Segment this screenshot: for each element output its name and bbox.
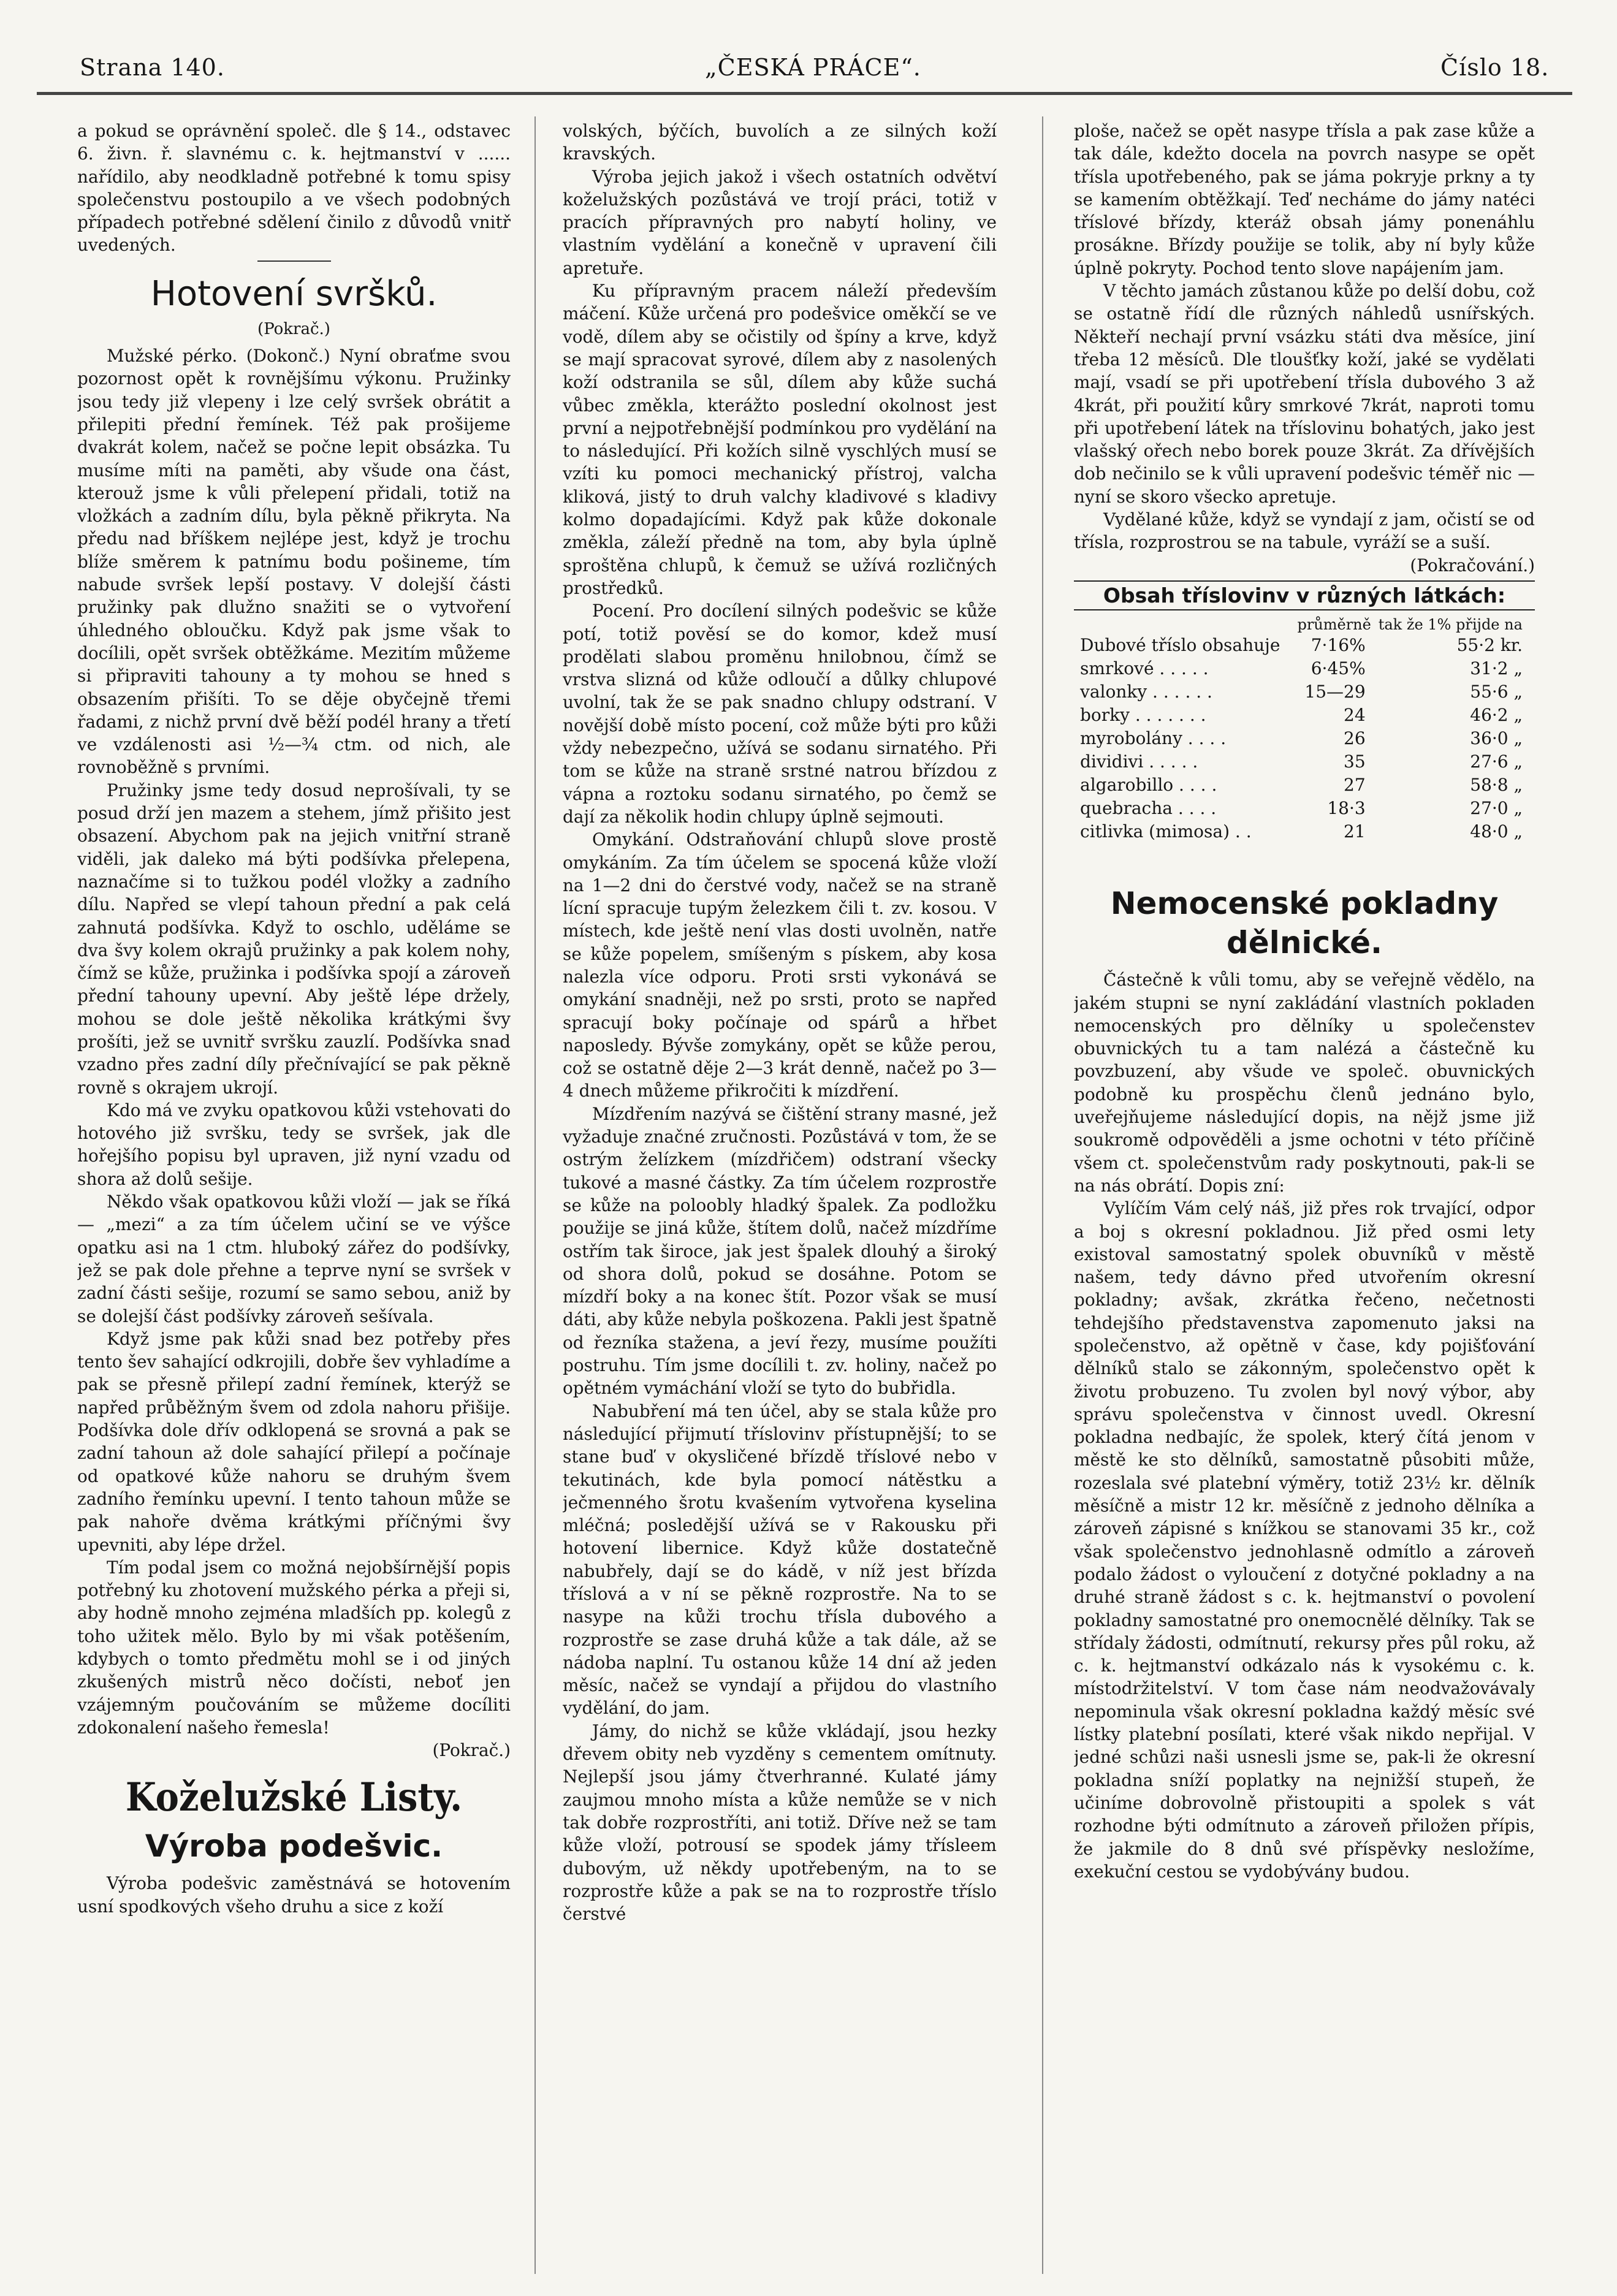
paragraph: Výroba jejich jakož i všech ostatních odvětví koželužských pozůstává ve trojí práci, totiž v pracích přípravných pro nabytí holiny, ve vlastním vydělání a konečně v upravení čili apretuře. — [563, 166, 997, 278]
paragraph: Výroba podešvic zaměstnává se hotovením usní spodkových všeho druhu a sice z koží — [77, 1873, 511, 1917]
table-cell-name: quebracha . . . . — [1080, 798, 1217, 819]
column-divider — [1042, 116, 1043, 2274]
table-cell-yield: 31·2 „ — [1470, 658, 1523, 679]
paragraph: Částečně k vůli tomu, aby se veřejně vědělo, na jakém stupni se nyní zakládání vlastních pokladen nemocenských pro dělníky u společenstev obuvnických tu a tam nalézá a částečně ku povzbuzení, aby všude ve společ. obuvnických podobně ku prospěchu členů jednáno bylo, uveřejňujeme následující dopis, na nějž jsme již soukromě odpověděli a jsme ochotni v této příčině všem ct. společenstvům rady poskytnouti, pak-li se na nás obrátí. Dopis zní: — [1074, 970, 1535, 1196]
journal-title: „ČESKÁ PRÁCE“. — [705, 54, 921, 81]
header-rule — [37, 92, 1572, 95]
table-cell-name: valonky . . . . . . — [1080, 682, 1212, 702]
table-cell-yield: 46·2 „ — [1470, 705, 1523, 726]
table-cell-yield: 36·0 „ — [1470, 728, 1523, 749]
paragraph: Pocení. Pro docílení silných podešvic se kůže potí, totiž pověsí se do komor, kdež musí prodělati slabou proměnu hnilobnou, čímž se vrstva slizná od kůže odloučí a důlky chlupové uvolní, tak že se pak snadno chlupy odstraní. V novější době místo pocení, což může býti pro kůži vždy nebezpečno, užívá se sodanu sirnatého. Při tom se kůže na straně srstné natrou břízdou z vápna a roztoku sodanu sirnatého, po čemž se dají za několik hodin chlupy úplně sejmouti. — [563, 601, 997, 827]
table-row — [1074, 680, 1535, 704]
table-row — [1074, 797, 1535, 820]
column-2 — [563, 120, 997, 2265]
paragraph: Omykání. Odstraňování chlupů slove prostě omykáním. Za tím účelem se spocená kůže vloží na 1—2 dni do čerstvé vody, načež se na straně lícní spracuje tupým železkem čili t. zv. kosou. V místech, kde ještě není vlas dosti uvolněn, natře se kůže popelem, smíšeným s pískem, aby kosa nalezla více odporu. Proti srsti vykonává se omykání snadněji, než po srsti, proto se napřed spracují boky počínaje od spárů a hřbet naposledy. Bývše zomykány, opět se kůže perou, což se ostatně děje 2—3 krát denně, načež po 3—4 dnech můžeme přikročiti k mízdření. — [563, 829, 997, 1101]
table-cell-yield: 58·8 „ — [1470, 775, 1523, 796]
table-row — [1074, 820, 1535, 843]
column-1 — [77, 120, 511, 2265]
table-cell-avg: 15—29 — [1304, 682, 1366, 702]
paragraph: a pokud se oprávnění společ. dle § 14., odstavec 6. živn. ř. slavnému c. k. hejtmanství v ...... nařídilo, aby neodkladně potřebné k tomu spisy společenstvu postoupilo a ve všech podobných případech potřebné sdělení činilo z důvodů vnitř uvedených. — [77, 121, 511, 256]
page-header — [0, 0, 1617, 104]
subsection-heading: Výroba podešvic. — [145, 1828, 443, 1865]
column-divider — [535, 116, 536, 2274]
tannin-table — [1074, 615, 1535, 843]
paragraph: V těchto jamách zůstanou kůže po delší dobu, což se ostatně řídí dle různých náhledů usnířských. Někteří nechají první vsázku státi dva měsíce, jiní třeba 12 měsíců. Dle tloušťky koží, jaké se vydělati mají, vsadí se při upotřebení tříslа dubového 3 až 4krát, při použití kůry smrkové 7krát, naproti tomu při upotřebení látek na tříslovinu bohatých, jako jest vlašský ořech nebo borek pouze 3krát. Za dřívějších dob nečinilo se k vůli upravení podešvic téměř nic — nyní se skoro všecko apretuje. — [1074, 281, 1535, 507]
table-cell-yield: 27·6 „ — [1470, 751, 1523, 772]
section-heading-large: Koželužské Listy. — [125, 1774, 463, 1821]
section-rule — [257, 260, 331, 262]
paragraph: Někdo však opatkovou kůži vloží — jak se říká — „mezi“ a za tím účelem učiní se ve výšce opatku asi na 1 ctm. hluboký zářez do podšívky, jež se pak dole přehne a teprve nyní se svršek v zadní části sešije, rozumí se samo sebou, aniž by se dolejší část podšívky zároveň sešívala. — [77, 1192, 511, 1326]
table-cell-avg: 6·45% — [1311, 658, 1366, 679]
column-3 — [1074, 120, 1535, 2265]
paragraph: ploše, načež se opět nasype třísla a pak zase kůže a tak dále, kdežto docela na povrch nasype se opět třísla upotřebeného, pak se jáma pokryje prkny a ty se kamením obtěžkají. Teď necháme do jámy natéci tříslové břízdy, kteráž obsah jámy ponenáhlu prosákne. Břízdy použije se tolik, aby ní byly kůže úplně pokryty. Pochod tento slove napájením jam. — [1074, 121, 1535, 278]
table-cell-name: algarobillo . . . . — [1080, 775, 1217, 796]
table-cell-yield: 48·0 „ — [1470, 821, 1523, 842]
paragraph: Kdo má ve zvyku opatkovou kůži vstehovati do hotového již svršku, tedy se svršek, jak dle hořejšího popisu byl upraven, již nyní vzadu od shora až dolů sešije. — [77, 1100, 511, 1189]
continuation-note: (Pokračování.) — [1410, 555, 1535, 576]
section-heading: Hotovení svršků. — [150, 273, 438, 314]
continuation-note: (Pokrač.) — [432, 1740, 511, 1761]
table-cell-avg: 7·16% — [1311, 635, 1366, 656]
table-cell-name: citlivka (mimosa) . . — [1080, 821, 1252, 842]
table-cell-name: smrkové . . . . . — [1080, 658, 1209, 679]
paragraph: Ku přípravným pracem náleží především máčení. Kůže určená pro podešvice oměkčí se ve vodě, dílem aby se očistily od špíny a krve, když se mají spracovat syrové, dílem aby z nasolených koží odstranila se sůl, dílem aby kůže suchá vůbec změkla, kterážto poslední okolnost jest první a nejpotřebnější podmínkou pro vydělání na to následující. Při kožích silně vyschlých musí se vzíti ku pomoci mechanický přístroj, valcha kliková, jistý to druh valchy kladivové s kladivy kolmo dopadajícími. Když pak kůže dokonale změkla, záleží předně na tom, aby byla úplně sproštěna chlupů, k čemuž se užívá rozličných prostředků. — [563, 281, 997, 598]
column-header-yield: tak že 1% přijde na — [1378, 616, 1523, 634]
table-row — [1074, 657, 1535, 680]
table-cell-avg: 35 — [1344, 751, 1366, 772]
paragraph: Jámy, do nichž se kůže vkládají, jsou hezky dřevem obity neb vyzděny s cementem omítnuty. Nejlepší jsou jámy čtverhranné. Kulaté jámy zaujmou mnoho místa a kůže nemůže se v nich tak dobře rozprostříti, ani totiž. Dříve než se tam kůže vloží, potrousí se spodek jámy třísleem dubovým, už někdy upotřebeným, na to se rozprostře kůže a pak se na to rozprostře tříslo čerstvé — [563, 1720, 997, 1925]
table-header — [1074, 615, 1535, 634]
table-title: Obsah tříslovinv v různých látkách: — [1074, 580, 1535, 610]
paragraph: volských, býčích, buvolích a ze silných koží kravských. — [563, 121, 997, 164]
table-cell-name: myrobolány . . . . — [1080, 728, 1227, 749]
table-cell-avg: 21 — [1344, 821, 1366, 842]
table-row — [1074, 774, 1535, 797]
table-row — [1074, 750, 1535, 774]
paragraph: Nabubření má ten účel, aby se stala kůže pro následující přijmutí tříslovinv přístupnější; to se stane buď v okysličené břízdě tříslové nebo v tekutinách, kde byla pomocí nátěstku a ječmenného šrotu kvašením vytvořena kyselina mléčná; posledější užívá se v Rakousku při hotovení libernice. Když kůže dostatečně nabubřely, dají se do kádě, v níž jest břízda tříslová a v ní se pěkně rozprostře. Na to se nasype na kůži trochu třísla dubového a rozprostře se zase druhá kůže a tak dále, až se nádoba naplní. Tu ostanou kůže 14 dní až jeden měsíc, načež se vyndají a přijdou do vlastního vydělání, do jam. — [563, 1401, 997, 1719]
paragraph: Mízdřením nazývá se čištění strany masné, jež vyžaduje značné zručnosti. Pozůstává v tom, že se ostrým želízkem (mízdřičem) odstraní všecky tukové a masné částky. Za tím účelem rozprostře se kůže na poloobly hladký špalek. Za podložku použije se jiná kůže, štítem dolů, načež mízdříme ostřím tak široce, jak jest špalek dlouhý a široký od shora dolů, pokud se dosáhne. Potom se mízdří boky a na konec štít. Pozor však se musí dáti, aby kůže nebyla poškozena. Pakli jest špatně od řezníka stažena, a jeví řezy, musíme použíti postruhu. Tím jsme docílili t. zv. holiny, načež po opětném vymáchání vloží se tyto do bubřidla. — [563, 1103, 997, 1399]
table-cell-yield: 27·0 „ — [1470, 798, 1523, 819]
table-cell-avg: 27 — [1344, 775, 1366, 796]
table-cell-yield: 55·6 „ — [1470, 682, 1523, 702]
paragraph: Mužské pérko. (Dokonč.) Nyní obraťme svou pozornost opět k rovnějšímu výkonu. Pružinky jsou tedy již vlepeny i lze celý svršek obrátit a přilepiti přední řemínek. Též pak prošijeme dvakrát kolem, načež se počne lepit obsázka. Tu musíme míti na paměti, aby všude ona část, kterouž jsme k vůli přelepení přidali, totiž na vložkách a zadním dílu, byla pěkně přikryta. Na předu nad bříškem nejlépe jest, když je trochu blíže směrem k patnímu bodu pošineme, tím nabude svršek lepší postavy. V dolejší části pružinky pak dlužno snažiti se o vytvoření úhledného obloučku. Když pak jsme však to docílili, opět svršek obtěžkáme. Mezitím můžeme si připraviti tahouny a ty mohou se hned s obsazením přišíti. To se děje obyčejně třemi řadami, z nichž první dvě běží podél hrany a třetí ve vzdálenosti asi ½—¾ ctm. od nich, ale rovnoběžně s prvními. — [77, 346, 511, 778]
section-heading: Nemocenské pokladny dělnické. — [1110, 886, 1499, 961]
table-row — [1074, 704, 1535, 727]
section-continuation: (Pokrač.) — [257, 319, 330, 338]
table-cell-yield: 55·2 kr. — [1456, 635, 1523, 656]
paragraph: Tím podal jsem co možná nejobšírnější popis potřebný ku zhotovení mužského pérka a přeji si, aby hodně mnoho zejména mladších pp. kolegů z toho užitek mělo. Bylo by mi však potěšením, kdybych o tomto předmětu mohl se i od jiných zkušených mistrů něco dočísti, neboť jen vzájemným poučováním se můžeme docíliti zdokonalení našeho řemesla! — [77, 1557, 511, 1738]
column-header-average: průměrně — [1297, 616, 1371, 634]
paragraph: Vydělané kůže, když se vyndají z jam, očistí se od třísla, rozprostrou se na tabule, vyráží se a suší. — [1074, 509, 1535, 553]
table-cell-name: dividivi . . . . . — [1080, 751, 1198, 772]
table-row — [1074, 634, 1535, 657]
table-cell-avg: 24 — [1344, 705, 1366, 726]
issue-number: Číslo 18. — [1440, 54, 1550, 81]
table-cell-name: Dubové tříslo obsahuje — [1080, 635, 1280, 656]
page-number: Strana 140. — [80, 54, 225, 81]
table-cell-name: borky . . . . . . . — [1080, 705, 1206, 726]
table-cell-avg: 26 — [1344, 728, 1366, 749]
table-row — [1074, 727, 1535, 750]
paragraph: Vylíčím Vám celý náš, již přes rok trvající, odpor a boj s okresní pokladnou. Již před osmi lety existoval samostatný spolek obuvníků v městě našem, tedy dávno před utvořením okresní pokladny; avšak, zkrátka řečeno, nečetnosti tehdejšího představenstva zapomenuto jaksi na společenstvo, až opětně v čase, kdy pojišťování dělníků stalo se zákonným, společenstvo opět k životu probuzeno. Tu zvolen byl nový výbor, aby správu společenstva v činnost uvedl. Okresní pokladna nedbajíc, že spolek, který čítá jenom v městě ke sto dělníků, samostatně působiti může, rozeslala své platební výměry, totiž 23½ kr. dělník měsíčně a mistr 12 kr. měsíčně z jednoho dělníka a zároveň zápisné s knížkou se stanovami 35 kr., což však společenstvo jednohlasně odmítlo a zároveň podalo žádost o vyloučení z dotyčné pokladny a na druhé straně žádost s c. k. hejtmanství o povolení pokladny samostatné pro onemocnělé dělníky. Tak se střídaly žádosti, odmítnutí, rekursy přes půl roku, až c. k. hejtmanství odkázalo nás k vysokému c. k. místodržitelství. V tom čase nám neodvažovávaly nepominula však okresní pokladna každý měsíc své lístky platební posílati, které však nikdo nepřijal. V jedné schůzi naši usnesli jsme se, pak-li že okresní pokladna sníží poplatky na nejnižší stupeň, že učiníme dobrovolně přistoupiti a spolek s vát rozhodne býti odmítnuto a zároveň přiložen přípis, že jakmile do 8 dnů své příspěvky nesložíme, exekuční cestou se vydobývány budou. — [1074, 1198, 1535, 1882]
paragraph: Když jsme pak kůži snad bez potřeby přes tento šev sahající odkrojili, dobře šev vyhladíme a pak se přesně přilepí zadní řemínek, kterýž se napřed průběžným švem od zdola nahoru přišije. Podšívka dole dřív odklopená se srovná a pak se zadní tahoun až dole sahající přilepí a počínaje od opatkové kůže nahoru se druhým švem zadního řemínku upevní. I tento tahoun může se pak nahoře dvěma krátkými příčnými švy upevniti, aby lépe držel. — [77, 1328, 511, 1555]
paragraph: Pružinky jsme tedy dosud neprošívali, ty se posud drží jen mazem a stehem, jímž přišito jest obsazení. Abychom pak na jejich vnitřní straně viděli, jak daleko má býti podšívka přelepena, naznačíme si to tužkou podél vložky a zadního dílu. Napřed se vlepí tahoun přední a pak celá zahnutá podšívka. Když to oschlo, uděláme se dva švy kolem okrajů pružinky a pak kolem nohy, čímž se kůže, pružinka i podšívka spojí a zároveň přední tahouny upevní. Aby ještě lépe držely, mohou se dole ještě několika krátkými švy prošíti, jež se uvnitř svršku zauzlí. Podšívka snad vzadno přes zadní díly přečnívající se pak pěkně rovně s okrajem ukrojí. — [77, 780, 511, 1098]
table-cell-avg: 18·3 — [1327, 798, 1366, 819]
